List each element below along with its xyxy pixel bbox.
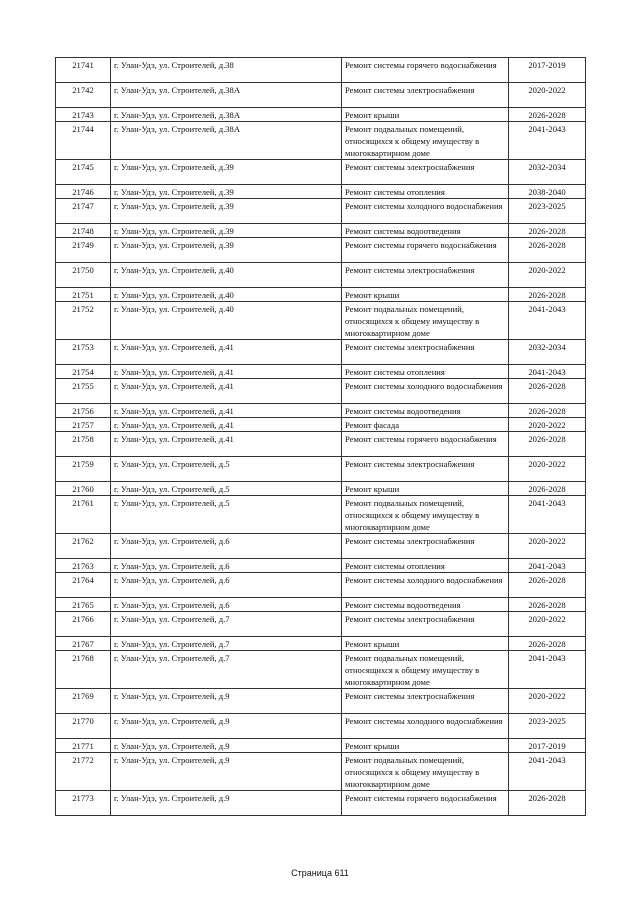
table-row [56,612,586,637]
table-row [56,559,586,573]
table-row [56,753,586,791]
address-cell: г. Улан-Удэ, ул. Строителей, д.6 [111,573,342,598]
row-number-cell: 21754 [56,365,111,379]
table-row [56,122,586,160]
period-cell: 2026-2028 [509,432,586,457]
table-row [56,83,586,108]
period-cell: 2041-2043 [509,753,586,791]
table-row [56,263,586,288]
row-number-cell: 21762 [56,534,111,559]
address-cell: г. Улан-Удэ, ул. Строителей, д.41 [111,418,342,432]
table-row [56,58,586,83]
address-cell: г. Улан-Удэ, ул. Строителей, д.6 [111,559,342,573]
work-type-cell: Ремонт системы горячего водоснабжения [342,238,509,263]
row-number-cell: 21759 [56,457,111,482]
address-cell: г. Улан-Удэ, ул. Строителей, д.38А [111,108,342,122]
work-type-cell: Ремонт системы горячего водоснабжения [342,432,509,457]
row-number-cell: 21742 [56,83,111,108]
work-type-cell: Ремонт подвальных помещений, относящихся к общему имуществу в многоквартирном доме [342,651,509,689]
work-type-cell: Ремонт крыши [342,637,509,651]
period-cell: 2026-2028 [509,637,586,651]
period-cell: 2026-2028 [509,598,586,612]
row-number-cell: 21770 [56,714,111,739]
address-cell: г. Улан-Удэ, ул. Строителей, д.39 [111,185,342,199]
work-type-cell: Ремонт системы холодного водоснабжения [342,573,509,598]
work-type-cell: Ремонт системы горячего водоснабжения [342,791,509,816]
address-cell: г. Улан-Удэ, ул. Строителей, д.40 [111,302,342,340]
row-number-cell: 21765 [56,598,111,612]
address-cell: г. Улан-Удэ, ул. Строителей, д.38А [111,83,342,108]
period-cell: 2026-2028 [509,288,586,302]
address-cell: г. Улан-Удэ, ул. Строителей, д.40 [111,288,342,302]
period-cell: 2026-2028 [509,108,586,122]
work-type-cell: Ремонт системы водоотведения [342,404,509,418]
address-cell: г. Улан-Удэ, ул. Строителей, д.7 [111,637,342,651]
address-cell: г. Улан-Удэ, ул. Строителей, д.39 [111,238,342,263]
row-number-cell: 21767 [56,637,111,651]
period-cell: 2017-2019 [509,739,586,753]
address-cell: г. Улан-Удэ, ул. Строителей, д.38А [111,122,342,160]
table-row [56,199,586,224]
work-type-cell: Ремонт системы электроснабжения [342,612,509,637]
period-cell: 2023-2025 [509,199,586,224]
address-cell: г. Улан-Удэ, ул. Строителей, д.6 [111,534,342,559]
row-number-cell: 21752 [56,302,111,340]
work-type-cell: Ремонт системы отопления [342,365,509,379]
table-row [56,224,586,238]
work-type-cell: Ремонт крыши [342,108,509,122]
table-body [56,58,586,816]
work-type-cell: Ремонт подвальных помещений, относящихся к общему имуществу в многоквартирном доме [342,302,509,340]
table-row [56,418,586,432]
address-cell: г. Улан-Удэ, ул. Строителей, д.9 [111,689,342,714]
table-row [56,432,586,457]
work-type-cell: Ремонт системы водоотведения [342,224,509,238]
table-row [56,496,586,534]
period-cell: 2026-2028 [509,224,586,238]
work-type-cell: Ремонт подвальных помещений, относящихся к общему имуществу в многоквартирном доме [342,753,509,791]
period-cell: 2026-2028 [509,482,586,496]
period-cell: 2026-2028 [509,404,586,418]
address-cell: г. Улан-Удэ, ул. Строителей, д.41 [111,432,342,457]
row-number-cell: 21764 [56,573,111,598]
row-number-cell: 21766 [56,612,111,637]
table-row [56,714,586,739]
period-cell: 2026-2028 [509,379,586,404]
work-type-cell: Ремонт системы электроснабжения [342,457,509,482]
work-type-cell: Ремонт системы холодного водоснабжения [342,379,509,404]
work-type-cell: Ремонт крыши [342,482,509,496]
table-row [56,238,586,263]
table-row [56,689,586,714]
work-type-cell: Ремонт системы водоотведения [342,598,509,612]
row-number-cell: 21761 [56,496,111,534]
row-number-cell: 21772 [56,753,111,791]
row-number-cell: 21743 [56,108,111,122]
address-cell: г. Улан-Удэ, ул. Строителей, д.9 [111,791,342,816]
address-cell: г. Улан-Удэ, ул. Строителей, д.41 [111,379,342,404]
period-cell: 2041-2043 [509,122,586,160]
address-cell: г. Улан-Удэ, ул. Строителей, д.40 [111,263,342,288]
row-number-cell: 21748 [56,224,111,238]
period-cell: 2041-2043 [509,651,586,689]
work-type-cell: Ремонт подвальных помещений, относящихся к общему имуществу в многоквартирном доме [342,496,509,534]
address-cell: г. Улан-Удэ, ул. Строителей, д.39 [111,224,342,238]
work-type-cell: Ремонт системы горячего водоснабжения [342,58,509,83]
row-number-cell: 21769 [56,689,111,714]
work-type-cell: Ремонт системы отопления [342,559,509,573]
repair-schedule-table [55,57,586,816]
row-number-cell: 21746 [56,185,111,199]
period-cell: 2041-2043 [509,559,586,573]
period-cell: 2026-2028 [509,573,586,598]
period-cell: 2017-2019 [509,58,586,83]
period-cell: 2026-2028 [509,791,586,816]
table-row [56,404,586,418]
work-type-cell: Ремонт фасада [342,418,509,432]
row-number-cell: 21763 [56,559,111,573]
table-row [56,288,586,302]
period-cell: 2020-2022 [509,457,586,482]
period-cell: 2020-2022 [509,689,586,714]
period-cell: 2020-2022 [509,534,586,559]
period-cell: 2026-2028 [509,238,586,263]
work-type-cell: Ремонт системы электроснабжения [342,83,509,108]
row-number-cell: 21760 [56,482,111,496]
address-cell: г. Улан-Удэ, ул. Строителей, д.39 [111,199,342,224]
period-cell: 2038-2040 [509,185,586,199]
work-type-cell: Ремонт системы электроснабжения [342,534,509,559]
table-row [56,534,586,559]
table-row [56,482,586,496]
table-row [56,185,586,199]
work-type-cell: Ремонт крыши [342,739,509,753]
period-cell: 2020-2022 [509,418,586,432]
row-number-cell: 21747 [56,199,111,224]
address-cell: г. Улан-Удэ, ул. Строителей, д.5 [111,496,342,534]
address-cell: г. Улан-Удэ, ул. Строителей, д.38 [111,58,342,83]
table-row [56,739,586,753]
work-type-cell: Ремонт системы холодного водоснабжения [342,714,509,739]
row-number-cell: 21745 [56,160,111,185]
table-row [56,651,586,689]
address-cell: г. Улан-Удэ, ул. Строителей, д.9 [111,714,342,739]
row-number-cell: 21771 [56,739,111,753]
work-type-cell: Ремонт крыши [342,288,509,302]
table-row [56,302,586,340]
table-row [56,791,586,816]
row-number-cell: 21758 [56,432,111,457]
row-number-cell: 21751 [56,288,111,302]
work-type-cell: Ремонт системы электроснабжения [342,263,509,288]
work-type-cell: Ремонт системы электроснабжения [342,689,509,714]
row-number-cell: 21753 [56,340,111,365]
address-cell: г. Улан-Удэ, ул. Строителей, д.6 [111,598,342,612]
period-cell: 2020-2022 [509,263,586,288]
address-cell: г. Улан-Удэ, ул. Строителей, д.9 [111,739,342,753]
row-number-cell: 21755 [56,379,111,404]
table-row [56,365,586,379]
period-cell: 2041-2043 [509,365,586,379]
row-number-cell: 21756 [56,404,111,418]
row-number-cell: 21749 [56,238,111,263]
address-cell: г. Улан-Удэ, ул. Строителей, д.41 [111,340,342,365]
row-number-cell: 21741 [56,58,111,83]
work-type-cell: Ремонт системы отопления [342,185,509,199]
table-row [56,573,586,598]
table-row [56,379,586,404]
period-cell: 2032-2034 [509,340,586,365]
address-cell: г. Улан-Удэ, ул. Строителей, д.41 [111,365,342,379]
table-row [56,457,586,482]
table-row [56,160,586,185]
table-row [56,598,586,612]
page-number: Страница 611 [291,868,349,878]
row-number-cell: 21768 [56,651,111,689]
period-cell: 2020-2022 [509,612,586,637]
address-cell: г. Улан-Удэ, ул. Строителей, д.5 [111,457,342,482]
work-type-cell: Ремонт системы холодного водоснабжения [342,199,509,224]
period-cell: 2041-2043 [509,302,586,340]
table-row [56,340,586,365]
row-number-cell: 21773 [56,791,111,816]
period-cell: 2032-2034 [509,160,586,185]
row-number-cell: 21757 [56,418,111,432]
address-cell: г. Улан-Удэ, ул. Строителей, д.39 [111,160,342,185]
work-type-cell: Ремонт системы электроснабжения [342,340,509,365]
row-number-cell: 21744 [56,122,111,160]
row-number-cell: 21750 [56,263,111,288]
address-cell: г. Улан-Удэ, ул. Строителей, д.9 [111,753,342,791]
work-type-cell: Ремонт подвальных помещений, относящихся к общему имуществу в многоквартирном доме [342,122,509,160]
address-cell: г. Улан-Удэ, ул. Строителей, д.7 [111,612,342,637]
table-row [56,108,586,122]
period-cell: 2023-2025 [509,714,586,739]
work-type-cell: Ремонт системы электроснабжения [342,160,509,185]
address-cell: г. Улан-Удэ, ул. Строителей, д.7 [111,651,342,689]
period-cell: 2041-2043 [509,496,586,534]
address-cell: г. Улан-Удэ, ул. Строителей, д.41 [111,404,342,418]
table-row [56,637,586,651]
address-cell: г. Улан-Удэ, ул. Строителей, д.5 [111,482,342,496]
period-cell: 2020-2022 [509,83,586,108]
